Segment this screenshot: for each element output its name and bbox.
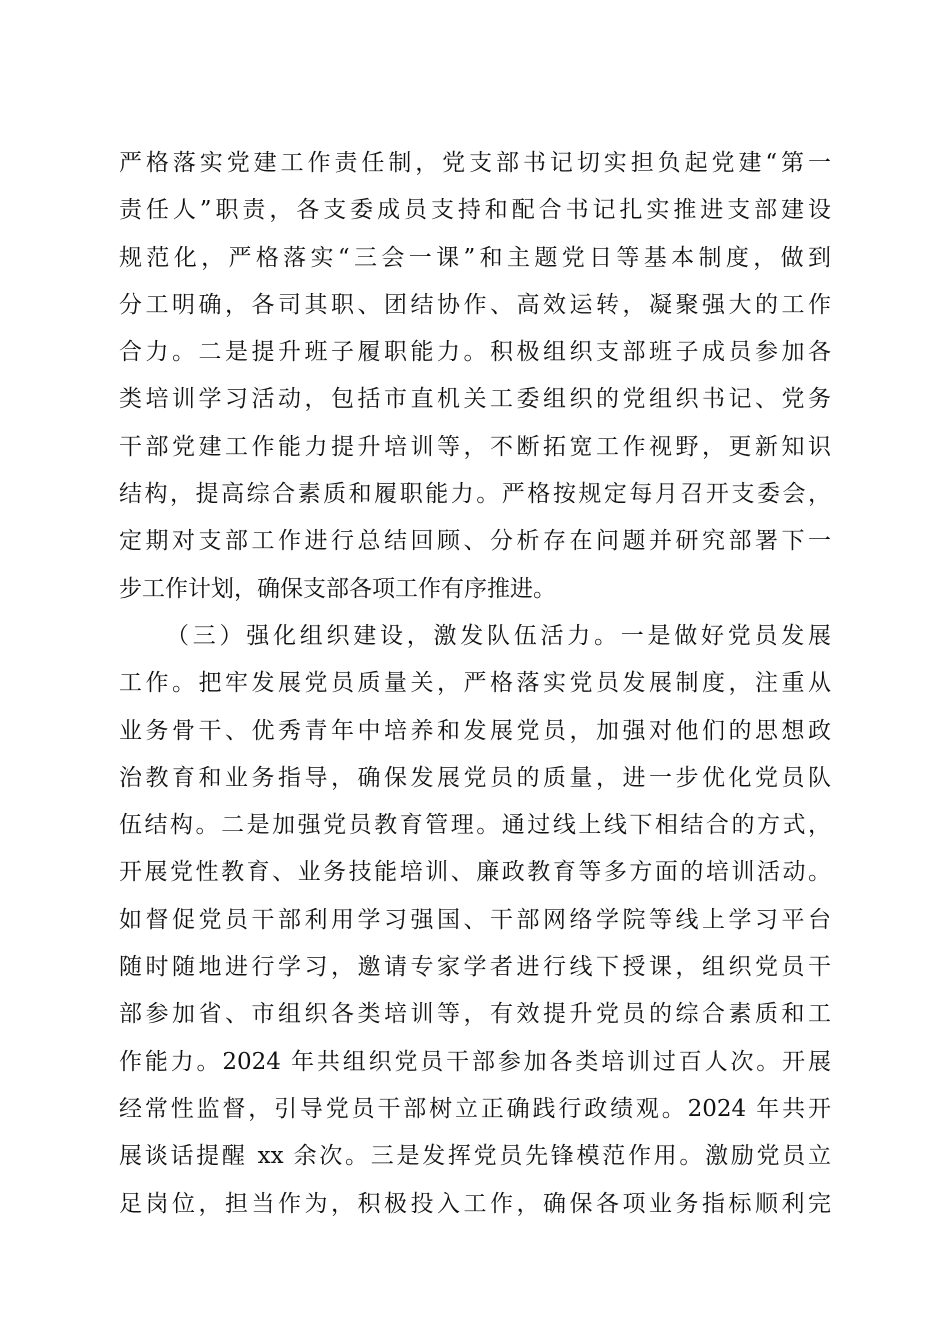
text-line: 工作。把牢发展党员质量关，严格落实党员发展制度，注重从	[119, 670, 831, 697]
text-line: 干部党建工作能力提升培训等，不断拓宽工作视野，更新知识	[119, 433, 831, 460]
text-line: 经常性监督，引导党员干部树立正确践行政绩观。2024 年共开	[119, 1095, 831, 1122]
text-line: 严格落实党建工作责任制，党支部书记切实担负起党建“第一	[119, 150, 831, 176]
text-line: 结构，提高综合素质和履职能力。严格按规定每月召开支委会，	[119, 481, 831, 508]
text-line: 作能力。2024 年共组织党员干部参加各类培训过百人次。开展	[119, 1048, 831, 1075]
text-line: 开展党性教育、业务技能培训、廉政教育等多方面的培训活动。	[119, 859, 831, 886]
text-line: 业务骨干、优秀青年中培养和发展党员，加强对他们的思想政	[119, 717, 831, 744]
text-line: 类培训学习活动，包括市直机关工委组织的党组织书记、党务	[119, 386, 831, 413]
text-line: 合力。二是提升班子履职能力。积极组织支部班子成员参加各	[119, 339, 831, 366]
text-line: 伍结构。二是加强党员教育管理。通过线上线下相结合的方式，	[119, 812, 831, 839]
text-line: 足岗位，担当作为，积极投入工作，确保各项业务指标顺利完	[119, 1190, 831, 1217]
text-line: 步工作计划，确保支部各项工作有序推进。	[119, 575, 556, 602]
text-line: 治教育和业务指导，确保发展党员的质量，进一步优化党员队	[119, 764, 831, 791]
section-heading-line: （三）强化组织建设，激发队伍活力。一是做好党员发展	[166, 622, 831, 649]
body-text	[119, 140, 831, 1228]
text-line: 部参加省、市组织各类培训等，有效提升党员的综合素质和工	[119, 1001, 831, 1028]
text-line: 定期对支部工作进行总结回顾、分析存在问题并研究部署下一	[119, 528, 831, 555]
text-line: 分工明确，各司其职、团结协作、高效运转，凝聚强大的工作	[119, 291, 831, 318]
text-line: 如督促党员干部利用学习强国、干部网络学院等线上学习平台	[119, 906, 831, 933]
text-line: 随时随地进行学习，邀请专家学者进行线下授课，组织党员干	[119, 954, 831, 981]
text-line: 规范化，严格落实“三会一课”和主题党日等基本制度，做到	[119, 244, 831, 271]
text-line: 责任人”职责，各支委成员支持和配合书记扎实推进支部建设	[119, 197, 831, 224]
text-line: 展谈话提醒 xx 余次。三是发挥党员先锋模范作用。激励党员立	[119, 1143, 831, 1170]
